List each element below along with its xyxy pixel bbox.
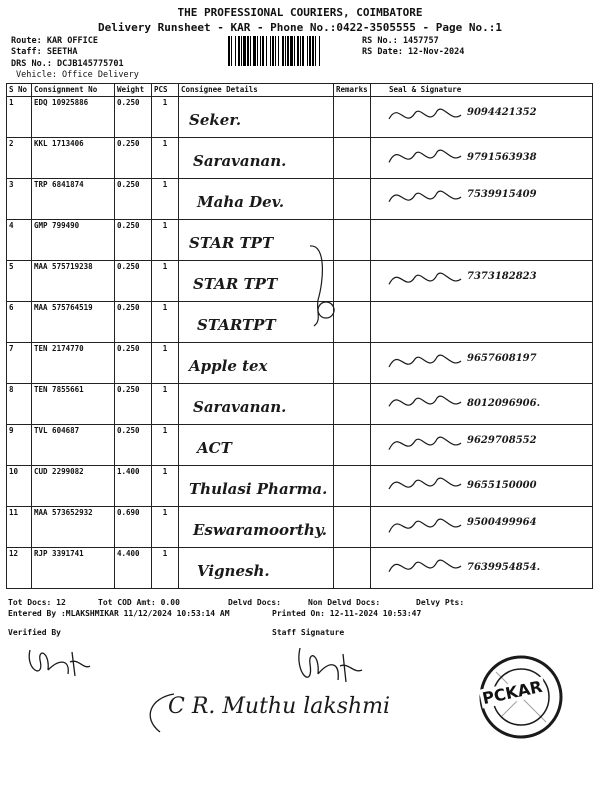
table-row bbox=[7, 466, 593, 507]
cell-consignment: TEN 2174770 bbox=[32, 343, 115, 384]
cell-consignment: TEN 7855661 bbox=[32, 384, 115, 425]
staff-label: Staff: SEETHA bbox=[11, 47, 78, 57]
barcode-bar bbox=[297, 36, 299, 66]
cell-consignment: EDQ 10925886 bbox=[32, 97, 115, 138]
col-header-pcs: PCS bbox=[152, 84, 179, 97]
cell-consignment: KKL 1713406 bbox=[32, 138, 115, 179]
entered-by: Entered By :MLAKSHMIKAR 11/12/2024 10:53:14 AM bbox=[8, 609, 230, 618]
barcode-bar bbox=[266, 36, 267, 66]
barcode-bar bbox=[290, 36, 293, 66]
barcode bbox=[228, 36, 348, 66]
cell-sno: 2 bbox=[7, 138, 32, 179]
barcode-bar bbox=[282, 36, 284, 66]
cell-remarks bbox=[334, 507, 371, 548]
cell-weight: 0.250 bbox=[115, 343, 152, 384]
cell-remarks bbox=[334, 384, 371, 425]
cell-weight: 0.250 bbox=[115, 384, 152, 425]
signature-phone-number: 9629708552 bbox=[467, 435, 537, 446]
signature-scribble bbox=[385, 550, 465, 584]
cell-sno: 10 bbox=[7, 466, 32, 507]
barcode-bar bbox=[319, 36, 320, 66]
signature-phone-number: 9655150000 bbox=[467, 480, 537, 491]
cell-sno: 12 bbox=[7, 548, 32, 589]
barcode-bar bbox=[253, 36, 256, 66]
cell-remarks bbox=[334, 425, 371, 466]
cell-weight: 0.250 bbox=[115, 179, 152, 220]
cell-pcs: 1 bbox=[152, 97, 179, 138]
total-docs: Tot Docs: 12 bbox=[8, 598, 66, 607]
signature-scribble bbox=[385, 181, 465, 215]
barcode-bar bbox=[243, 36, 246, 66]
cell-pcs: 1 bbox=[152, 384, 179, 425]
signature-scribble bbox=[385, 509, 465, 543]
cell-consignee bbox=[179, 179, 334, 220]
signature-scribble bbox=[385, 468, 465, 502]
barcode-bar bbox=[272, 36, 274, 66]
table-row bbox=[7, 138, 593, 179]
cell-sno: 7 bbox=[7, 343, 32, 384]
runsheet-table bbox=[6, 83, 593, 589]
non-delivered-docs: Non Delvd Docs: bbox=[308, 598, 381, 607]
cell-consignee bbox=[179, 384, 334, 425]
cell-consignment: RJP 3391741 bbox=[32, 548, 115, 589]
barcode-bar bbox=[287, 36, 289, 66]
col-header-consignment: Consignment No bbox=[32, 84, 115, 97]
signature-scribble bbox=[385, 263, 465, 297]
table-row bbox=[7, 302, 593, 343]
cell-signature bbox=[371, 97, 593, 138]
cell-pcs: 1 bbox=[152, 302, 179, 343]
consignee-name: ACT bbox=[197, 439, 232, 457]
cell-signature bbox=[371, 302, 593, 343]
cell-pcs: 1 bbox=[152, 343, 179, 384]
barcode-bar bbox=[302, 36, 304, 66]
signature-phone-number: 9791563938 bbox=[467, 152, 537, 163]
printed-on: Printed On: 12-11-2024 10:53:47 bbox=[272, 609, 422, 618]
cell-weight: 0.250 bbox=[115, 220, 152, 261]
consignee-name: Thulasi Pharma. bbox=[189, 480, 328, 498]
barcode-bar bbox=[260, 36, 261, 66]
delivered-docs: Delvd Docs: bbox=[228, 598, 281, 607]
cell-pcs: 1 bbox=[152, 261, 179, 302]
verifier-signature bbox=[20, 640, 100, 685]
consignee-name: STAR TPT bbox=[193, 275, 278, 293]
signature-scribble bbox=[385, 140, 465, 174]
consignee-name: Maha Dev. bbox=[197, 193, 285, 211]
barcode-bar bbox=[238, 36, 240, 66]
cell-signature bbox=[371, 343, 593, 384]
col-header-weight: Weight bbox=[115, 84, 152, 97]
cell-sno: 9 bbox=[7, 425, 32, 466]
barcode-bar bbox=[257, 36, 258, 66]
cell-sno: 6 bbox=[7, 302, 32, 343]
consignee-name: Seker. bbox=[189, 111, 242, 129]
cell-consignee bbox=[179, 425, 334, 466]
cell-consignment: MAA 575764519 bbox=[32, 302, 115, 343]
barcode-bar bbox=[228, 36, 230, 66]
consignee-name: Saravanan. bbox=[193, 152, 287, 170]
signature-scribble bbox=[385, 427, 465, 461]
barcode-bar bbox=[315, 36, 316, 66]
signature-phone-number: 9657608197 bbox=[467, 353, 537, 364]
signature-phone-number: 7373182823 bbox=[467, 271, 537, 282]
cell-pcs: 1 bbox=[152, 425, 179, 466]
barcode-bar bbox=[262, 36, 264, 66]
cell-consignee bbox=[179, 97, 334, 138]
cell-sno: 5 bbox=[7, 261, 32, 302]
table-row bbox=[7, 548, 593, 589]
table-row bbox=[7, 97, 593, 138]
name-bracket-stroke bbox=[140, 688, 180, 738]
cell-signature bbox=[371, 261, 593, 302]
cell-consignee bbox=[179, 343, 334, 384]
barcode-bar bbox=[270, 36, 271, 66]
cell-weight: 1.400 bbox=[115, 466, 152, 507]
cell-pcs: 1 bbox=[152, 138, 179, 179]
rs-date: RS Date: 12-Nov-2024 bbox=[362, 47, 465, 57]
cell-pcs: 1 bbox=[152, 548, 179, 589]
cell-consignee bbox=[179, 507, 334, 548]
cell-sno: 11 bbox=[7, 507, 32, 548]
signature-phone-number: 7639954854. bbox=[467, 562, 541, 573]
col-header-signature: Seal & Signature bbox=[371, 84, 593, 97]
table-row bbox=[7, 507, 593, 548]
table-row bbox=[7, 343, 593, 384]
table-row bbox=[7, 261, 593, 302]
cell-remarks bbox=[334, 179, 371, 220]
cell-signature bbox=[371, 384, 593, 425]
cell-remarks bbox=[334, 548, 371, 589]
cell-signature bbox=[371, 220, 593, 261]
cell-consignment: TVL 604687 bbox=[32, 425, 115, 466]
consignee-name: Saravanan. bbox=[193, 398, 287, 416]
cell-weight: 4.400 bbox=[115, 548, 152, 589]
cell-pcs: 1 bbox=[152, 507, 179, 548]
cell-consignee bbox=[179, 466, 334, 507]
barcode-bar bbox=[312, 36, 314, 66]
cell-consignee bbox=[179, 548, 334, 589]
cell-weight: 0.250 bbox=[115, 261, 152, 302]
route-label: Route: KAR OFFICE bbox=[11, 36, 98, 46]
cell-weight: 0.250 bbox=[115, 302, 152, 343]
consignee-name: STARTPT bbox=[197, 316, 276, 334]
cell-remarks bbox=[334, 466, 371, 507]
table-row bbox=[7, 384, 593, 425]
consignee-name: Eswaramoorthy. bbox=[193, 521, 327, 539]
cell-signature bbox=[371, 138, 593, 179]
cell-sno: 1 bbox=[7, 97, 32, 138]
cell-signature bbox=[371, 179, 593, 220]
company-title: THE PROFESSIONAL COURIERS, COIMBATORE bbox=[177, 6, 423, 19]
col-header-consignee: Consignee Details bbox=[179, 84, 334, 97]
drs-label: DRS No.: DCJB145775701 bbox=[11, 59, 124, 69]
seal-text: PCKAR bbox=[480, 676, 544, 709]
signature-phone-number: 7539915409 bbox=[467, 189, 537, 200]
barcode-bar bbox=[275, 36, 276, 66]
table-row bbox=[7, 220, 593, 261]
consignee-name: Apple tex bbox=[189, 357, 268, 375]
barcode-bar bbox=[231, 36, 232, 66]
cell-consignment: GMP 799490 bbox=[32, 220, 115, 261]
delivery-points: Delvy Pts: bbox=[416, 598, 465, 607]
consignee-name: Vignesh. bbox=[197, 562, 270, 580]
cell-pcs: 1 bbox=[152, 466, 179, 507]
cell-remarks bbox=[334, 343, 371, 384]
verified-by-label: Verified By bbox=[8, 628, 61, 637]
barcode-bar bbox=[250, 36, 251, 66]
cell-sno: 3 bbox=[7, 179, 32, 220]
barcode-bar bbox=[241, 36, 242, 66]
barcode-bar bbox=[309, 36, 311, 66]
cell-weight: 0.250 bbox=[115, 425, 152, 466]
col-header-sno: S No bbox=[7, 84, 32, 97]
cell-consignment: MAA 573652932 bbox=[32, 507, 115, 548]
cell-signature bbox=[371, 466, 593, 507]
table-row bbox=[7, 425, 593, 466]
signature-scribble bbox=[385, 99, 465, 133]
cell-consignment: MAA 575719238 bbox=[32, 261, 115, 302]
cell-weight: 0.250 bbox=[115, 97, 152, 138]
col-header-remarks: Remarks bbox=[334, 84, 371, 97]
signature-phone-number: 9094421352 bbox=[467, 107, 537, 118]
table-header-row bbox=[7, 84, 593, 97]
consignee-name: STAR TPT bbox=[189, 234, 274, 252]
barcode-bar bbox=[307, 36, 308, 66]
barcode-bar bbox=[300, 36, 301, 66]
barcode-bar bbox=[278, 36, 279, 66]
total-cod-amount: Tot COD Amt: 0.00 bbox=[98, 598, 180, 607]
cell-weight: 0.250 bbox=[115, 138, 152, 179]
cell-sno: 8 bbox=[7, 384, 32, 425]
star-tpt-bracket bbox=[306, 240, 346, 330]
cell-signature bbox=[371, 507, 593, 548]
runsheet-subtitle: Delivery Runsheet - KAR - Phone No.:0422-3505555 - Page No.:1 bbox=[98, 21, 502, 34]
cell-pcs: 1 bbox=[152, 220, 179, 261]
handwritten-staff-name: C R. Muthu lakshmi bbox=[168, 694, 391, 719]
cell-consignment: TRP 6841874 bbox=[32, 179, 115, 220]
signature-scribble bbox=[385, 345, 465, 379]
vehicle-label: Vehicle: Office Delivery bbox=[16, 70, 139, 80]
barcode-bar bbox=[294, 36, 295, 66]
signature-phone-number: 8012096906. bbox=[467, 398, 541, 409]
cell-pcs: 1 bbox=[152, 179, 179, 220]
cell-sno: 4 bbox=[7, 220, 32, 261]
cell-consignment: CUD 2299082 bbox=[32, 466, 115, 507]
table-row bbox=[7, 179, 593, 220]
signature-scribble bbox=[385, 386, 465, 420]
cell-consignee bbox=[179, 138, 334, 179]
staff-signature-scribble bbox=[288, 640, 368, 695]
barcode-bar bbox=[235, 36, 236, 66]
cell-remarks bbox=[334, 97, 371, 138]
cell-signature bbox=[371, 548, 593, 589]
staff-signature-label: Staff Signature bbox=[272, 628, 345, 637]
barcode-bar bbox=[247, 36, 249, 66]
cell-signature bbox=[371, 425, 593, 466]
barcode-bar bbox=[285, 36, 286, 66]
cell-weight: 0.690 bbox=[115, 507, 152, 548]
cell-remarks bbox=[334, 138, 371, 179]
rs-number: RS No.: 1457757 bbox=[362, 36, 439, 46]
signature-phone-number: 9500499964 bbox=[467, 517, 537, 528]
